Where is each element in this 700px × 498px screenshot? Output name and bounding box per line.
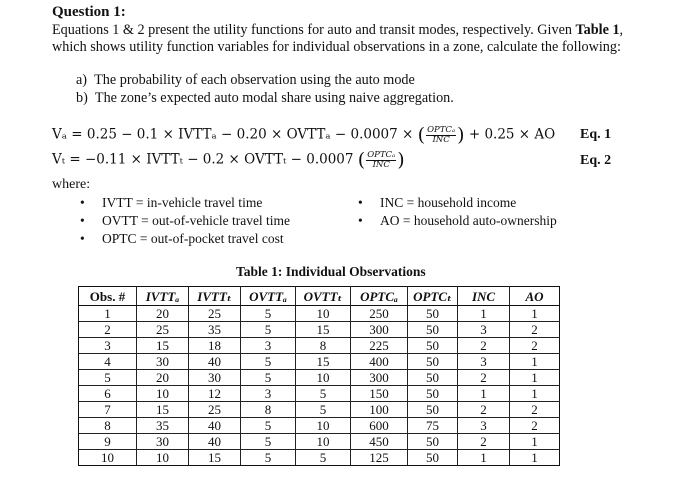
table-cell: 7: [79, 402, 137, 418]
table-cell: 5: [241, 450, 296, 466]
col-header: OPTCₐ: [351, 287, 408, 306]
table-row: [79, 434, 560, 450]
table-cell: 100: [351, 402, 408, 418]
eq2-part1: Vₜ = −0.11 × IVTTₜ − 0.2 × OVTTₜ − 0.0007: [52, 151, 354, 168]
table-caption: Table 1: Individual Observations: [236, 264, 426, 279]
bullet-icon: •: [358, 213, 363, 228]
col-header: OVTTₜ: [296, 287, 351, 306]
table-cell: 2: [458, 370, 510, 386]
table-cell: 300: [351, 370, 408, 386]
table-cell: 50: [408, 322, 458, 338]
table-cell: 75: [408, 418, 458, 434]
eq1-frac-num: OPTCₐ: [427, 124, 456, 135]
table-cell: 2: [458, 402, 510, 418]
table-cell: 20: [137, 306, 189, 322]
table-cell: 2: [510, 402, 560, 418]
table-cell: 2: [79, 322, 137, 338]
table-cell: 50: [408, 306, 458, 322]
table-cell: 40: [189, 434, 241, 450]
table-row: [79, 306, 560, 322]
table-cell: 15: [296, 322, 351, 338]
def-optc: • OPTC = out-of-pocket travel cost: [80, 231, 284, 246]
table-cell: 10: [137, 386, 189, 402]
table-cell: 250: [351, 306, 408, 322]
table-cell: 5: [241, 354, 296, 370]
table-cell: 25: [189, 402, 241, 418]
table-cell: 2: [458, 434, 510, 450]
table-cell: 1: [458, 386, 510, 402]
table-cell: 3: [458, 354, 510, 370]
table-cell: 8: [241, 402, 296, 418]
intro-table-ref: Table 1: [575, 22, 620, 38]
col-header: OVTTₐ: [241, 287, 296, 306]
table-cell: 6: [79, 386, 137, 402]
table-header-row: [79, 287, 560, 306]
table-cell: 5: [241, 322, 296, 338]
table-cell: 10: [296, 306, 351, 322]
part-b: b) The zone’s expected auto modal share using naive aggregation.: [76, 90, 454, 106]
table-cell: 5: [79, 370, 137, 386]
col-header: IVTTₜ: [189, 287, 241, 306]
col-header: AO: [510, 287, 560, 306]
eq1-frac-den: INC: [432, 134, 450, 145]
table-cell: 3: [458, 418, 510, 434]
table-cell: 15: [296, 354, 351, 370]
table-cell: 50: [408, 338, 458, 354]
table-cell: 2: [510, 322, 560, 338]
table-cell: 5: [241, 370, 296, 386]
eq2-frac-den: INC: [372, 159, 390, 170]
table-cell: 3: [458, 322, 510, 338]
def-inc: • INC = household income: [358, 195, 517, 210]
def-ovtt: • OVTT = out-of-vehicle travel time: [80, 213, 291, 228]
table-cell: 25: [137, 322, 189, 338]
eq1-label: Eq. 1: [580, 127, 612, 142]
table-cell: 50: [408, 370, 458, 386]
table-cell: 50: [408, 450, 458, 466]
table-cell: 1: [510, 386, 560, 402]
bullet-icon: •: [80, 213, 85, 228]
table-cell: 30: [189, 370, 241, 386]
table-row: [79, 338, 560, 354]
table-cell: 150: [351, 386, 408, 402]
table-cell: 600: [351, 418, 408, 434]
where-label: where:: [52, 177, 91, 192]
table-cell: 1: [510, 306, 560, 322]
equation-2: Vₜ = −0.11 × IVTTₜ − 0.2 × OVTTₜ − 0.0007 ( $\frac{\text{OPTCₐ}}{\text{INC}}$ ): [52, 149, 405, 171]
table-cell: 1: [510, 370, 560, 386]
table-cell: 5: [296, 386, 351, 402]
table-cell: 1: [510, 354, 560, 370]
eq2-frac-num: OPTCₐ: [367, 149, 396, 160]
intro-text-2: , which shows utility function variables for individual observations in a zone, calculate the following:: [52, 22, 624, 55]
question-intro: [52, 22, 652, 56]
intro-text-1: Equations 1 & 2 present the utility functions for auto and transit modes, respectively. Given: [52, 22, 572, 38]
table-cell: 35: [189, 322, 241, 338]
table-cell: 225: [351, 338, 408, 354]
table-cell: 1: [458, 450, 510, 466]
table-cell: 30: [137, 434, 189, 450]
def-ivtt: • IVTT = in-vehicle travel time: [80, 195, 263, 210]
table-cell: 50: [408, 402, 458, 418]
table-cell: 50: [408, 354, 458, 370]
table-cell: 40: [189, 418, 241, 434]
table-cell: 5: [241, 434, 296, 450]
table-cell: 450: [351, 434, 408, 450]
table-cell: 300: [351, 322, 408, 338]
col-header: Obs. #: [79, 287, 137, 306]
question-title: Question 1:: [52, 4, 126, 20]
table-cell: 3: [79, 338, 137, 354]
table-cell: 8: [79, 418, 137, 434]
def-ao: • AO = household auto-ownership: [358, 213, 557, 228]
col-header: IVTTₐ: [137, 287, 189, 306]
eq1-fraction: [426, 126, 456, 145]
table-cell: 10: [79, 450, 137, 466]
table-cell: 50: [408, 386, 458, 402]
table-cell: 35: [137, 418, 189, 434]
table-cell: 3: [241, 338, 296, 354]
table-cell: 12: [189, 386, 241, 402]
table-cell: 4: [79, 354, 137, 370]
table-cell: 25: [189, 306, 241, 322]
table-cell: 30: [137, 354, 189, 370]
table-cell: 2: [458, 338, 510, 354]
table-cell: 10: [137, 450, 189, 466]
table-cell: 2: [510, 418, 560, 434]
table-row: [79, 402, 560, 418]
table-row: [79, 354, 560, 370]
table-cell: 400: [351, 354, 408, 370]
table-cell: 5: [241, 418, 296, 434]
eq1-part2: + 0.25 × AO: [468, 126, 556, 143]
equation-1: Vₐ = 0.25 − 0.1 × IVTTₐ − 0.20 × OVTTₐ − 0.0007 × ( $\frac{\text{OPTCₐ}}{\text{INC}}$ ) + 0.25 × AO: [52, 124, 556, 146]
bullet-icon: •: [358, 195, 363, 210]
table-row: [79, 386, 560, 402]
table-cell: 9: [79, 434, 137, 450]
col-header: OPTCₜ: [408, 287, 458, 306]
table-row: [79, 322, 560, 338]
eq2-label: Eq. 2: [580, 153, 612, 168]
table-cell: 1: [510, 450, 560, 466]
eq2-fraction: [366, 151, 396, 170]
table-cell: 3: [241, 386, 296, 402]
table-cell: 50: [408, 434, 458, 450]
table-cell: 1: [458, 306, 510, 322]
table-cell: 10: [296, 434, 351, 450]
table-cell: 8: [296, 338, 351, 354]
bullet-icon: •: [80, 231, 85, 246]
table-row: [79, 450, 560, 466]
table-row: [79, 418, 560, 434]
table-cell: 15: [189, 450, 241, 466]
table-cell: 10: [296, 418, 351, 434]
table-cell: 5: [241, 306, 296, 322]
part-a: a) The probability of each observation using the auto mode: [76, 72, 415, 88]
table-cell: 5: [296, 450, 351, 466]
col-header: INC: [458, 287, 510, 306]
table-cell: 2: [510, 338, 560, 354]
table-cell: 15: [137, 338, 189, 354]
table-cell: 5: [296, 402, 351, 418]
table-row: [79, 370, 560, 386]
table-cell: 18: [189, 338, 241, 354]
eq1-part1: Vₐ = 0.25 − 0.1 × IVTTₐ − 0.20 × OVTTₐ − 0.0007 ×: [52, 126, 414, 143]
table-cell: 1: [79, 306, 137, 322]
table-cell: 40: [189, 354, 241, 370]
table-cell: 20: [137, 370, 189, 386]
table-cell: 15: [137, 402, 189, 418]
observations-table: [78, 286, 560, 466]
table-cell: 1: [510, 434, 560, 450]
table-cell: 10: [296, 370, 351, 386]
table-cell: 125: [351, 450, 408, 466]
bullet-icon: •: [80, 195, 85, 210]
